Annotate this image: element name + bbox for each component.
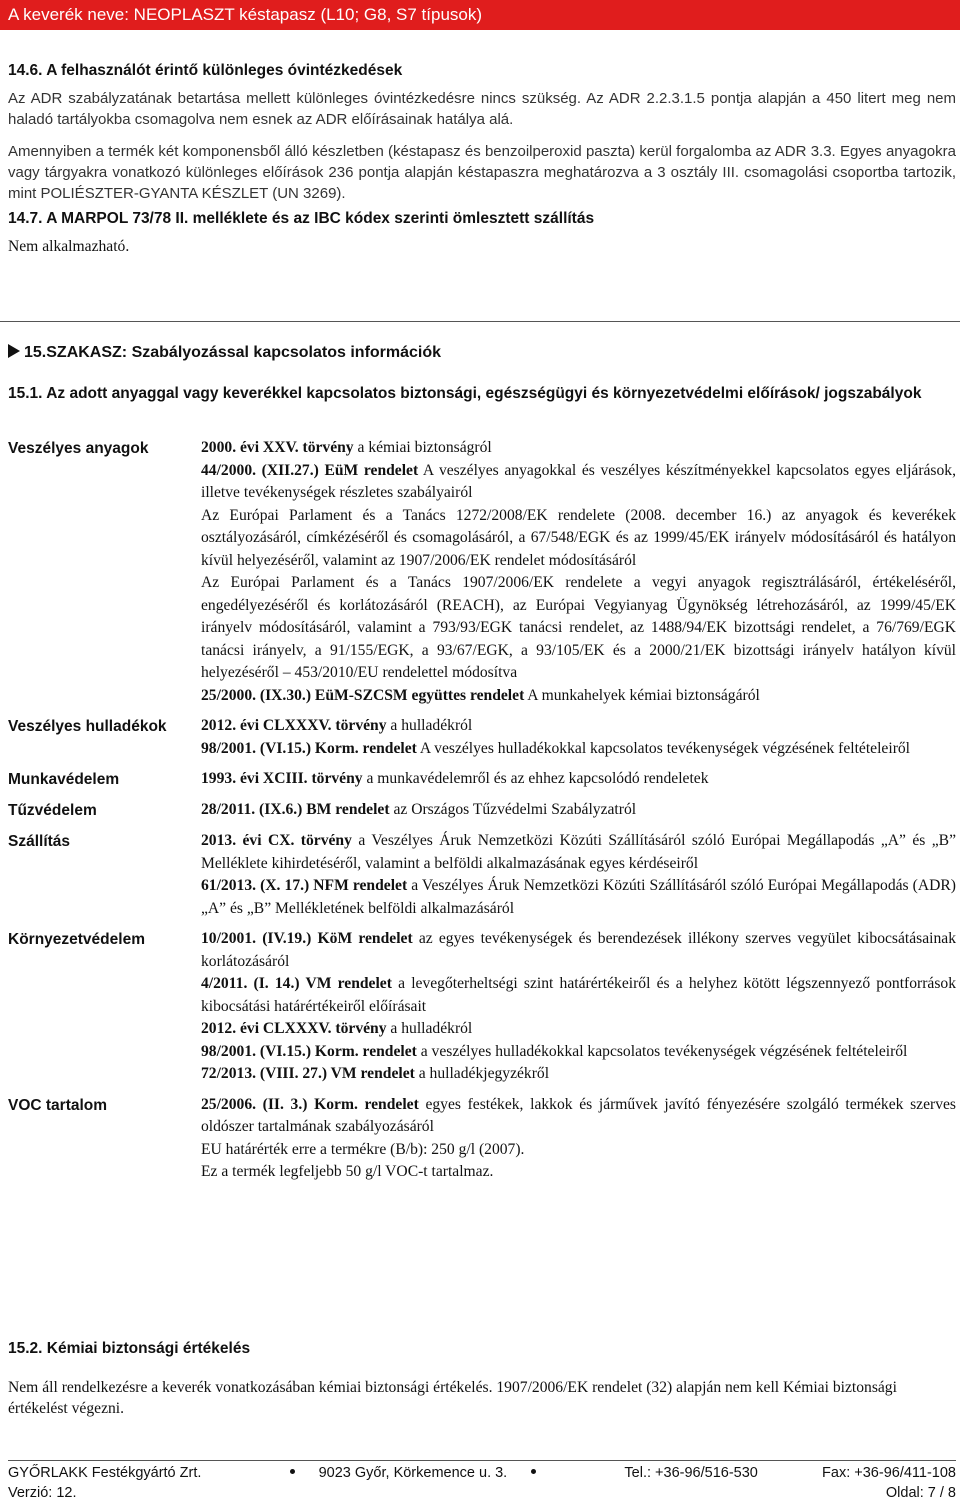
regulation-description: a veszélyes hulladékokkal kapcsolatos tevékenységek végzésének feltételeiről [416,1042,908,1060]
regulation-reference: 2013. évi CX. törvény [201,832,352,849]
footer-version: Verzió: 12. [8,1485,77,1501]
regulation-row [8,799,956,822]
paragraph-14-6-adr: Az ADR szabályzatának betartása mellett különleges óvintézkedésre nincs szükség. Az ADR 2.2.3.1.5 pontja alapján a 450 litert meg nem haladó tartályokba csomagolva nem esnek az ADR előírásainak hatálya alá. [8,90,956,128]
regulation-row [8,715,956,760]
regulation-description: az egyes tevékenységek és berendezések illékony szerves vegyület kibocsátásainak korlátozásáról [201,930,956,970]
regulation-reference: 4/2011. (I. 14.) VM rendelet [201,975,392,992]
footer-company: GYŐRLAKK Festékgyártó Zrt. [8,1465,202,1481]
section-divider [0,321,960,322]
regulation-description: a kémiai biztonságról [353,439,492,456]
paragraph-15-2: Nem áll rendelkezésre a keverék vonatkozásában kémiai biztonsági értékelés. 1907/2006/EK rendelet (32) alapján nem kell Kémiai biztonsági értékelést végezni. [8,1379,897,1417]
regulation-description: a hulladékról [386,1020,473,1037]
regulations-table [8,437,956,1192]
regulation-category: Veszélyes hulladékok [8,718,167,735]
footer-address: 9023 Győr, Körkemence u. 3. [318,1465,508,1481]
regulation-description: EU határérték erre a termékre (B/b): 250 g/l (2007). [201,1140,525,1158]
regulation-description: Az Európai Parlament és a Tanács 1907/2006/EK rendelete a vegyi anyagok regisztrálásáról, értékeléséről, engedélyezéséről és korlátozásáról (REACH), az Európai Vegyianyag Ügynökség létrehozásáról, az 1999/45/EK irányelv módosításáról, valamint a 793/93/EGK tanácsi rendelet, az 1488/94/EK bizottsági rendelet, a 76/769/EGK tanácsi irányelv, a 91/155/EGK, a 93/67/EGK, a 93/105/EK és a 2000/21/EK bizottsági irányelv hatályon kívül helyezéséről – 453/2010/EU rendelettel módosítva [201,574,956,681]
regulation-item [201,875,956,920]
regulation-item [201,928,956,973]
footer-fax: Fax: +36-96/411-108 [822,1465,956,1481]
heading-15-2: 15.2. Kémiai biztonsági értékelés [8,1340,251,1357]
regulation-item [201,1139,956,1162]
heading-14-7: 14.7. A MARPOL 73/78 II. melléklete és az IBC kódex szerinti ömlesztett szállítás [8,210,595,227]
regulation-list [201,437,956,707]
heading-14-6: 14.6. A felhasználót érintő különleges óvintézkedések [8,62,403,79]
regulation-item [201,1094,956,1139]
document-header-bar [0,0,960,30]
section-15-heading [8,343,441,362]
regulation-description: a hulladékról [386,717,473,734]
regulation-description: A veszélyes anyagokkal és veszélyes készítményekkel kapcsolatos egyes eljárások, illetve tevékenységek részletes szabályairól [201,461,956,501]
regulation-reference: 25/2006. (II. 3.) Korm. rendelet [201,1095,419,1113]
regulation-item [201,738,956,761]
regulation-reference: 28/2011. (IX.6.) BM rendelet [201,801,390,818]
regulation-item [201,715,956,738]
document-title: A keverék neve: NEOPLASZT késtapasz (L10; G8, S7 típusok) [8,5,483,24]
heading-15-1: 15.1. Az adott anyaggal vagy keverékkel kapcsolatos biztonsági, egészségügyi és környezetvédelmi előírások/ jogszabályok [8,385,922,402]
regulation-reference: 44/2000. (XII.27.) EüM rendelet [201,461,419,479]
page-footer [8,1460,956,1503]
regulation-list [201,1094,956,1184]
regulation-description: Az Európai Parlament és a Tanács 1272/2008/EK rendelete (2008. december 16.) az anyagok és keverékek osztályozásáról, címkézéséről és csomagolásáról, a 67/548/EGK és az 1999/45/EK irányelv módosításáról és hatályon kívül helyezéséről, valamint az 1907/2006/EK rendelet módosításáról [201,506,956,569]
regulation-reference: 2000. évi XXV. törvény [201,439,354,456]
regulation-reference: 2012. évi CLXXXV. törvény [201,1020,387,1037]
footer-phone: Tel.: +36-96/516-530 [624,1465,758,1481]
regulation-row [8,1094,956,1184]
regulation-description: egyes festékek, lakkok és járművek javító fényezésére szolgáló termékek szerves oldószer tartalmának szabályozásáról [201,1095,956,1135]
regulation-item [201,437,956,460]
regulation-reference: 98/2001. (VI.15.) Korm. rendelet [201,739,417,757]
regulation-description: a Veszélyes Áruk Nemzetközi Közúti Szállításáról szóló Európai Megállapodás (ADR) „A” és „B” Mellékletének belföldi alkalmazásáról [201,877,956,917]
regulation-category: Veszélyes anyagok [8,440,149,457]
section-14 [8,62,956,268]
regulation-reference: 10/2001. (IV.19.) KöM rendelet [201,930,413,947]
regulation-row [8,437,956,707]
regulation-description: Ez a termék legfeljebb 50 g/l VOC-t tartalmaz. [201,1163,494,1180]
regulation-item [201,505,956,573]
regulation-item [201,768,956,791]
regulation-description: A veszélyes hulladékokkal kapcsolatos tevékenységek végzésének feltételeiről [416,739,911,757]
paragraph-14-7: Nem alkalmazható. [8,238,130,255]
regulation-item [201,685,956,708]
regulation-item [201,1018,956,1041]
regulation-category: Környezetvédelem [8,931,145,948]
regulation-description: a Veszélyes Áruk Nemzetközi Közúti Szállításáról szóló Európai Megállapodás „A” és „B” Melléklete kihirdetéséről, valamint a belföldi alkalmazásának egyes kérdéseiről [201,832,956,872]
bullet-icon [290,1469,295,1474]
regulation-description: a hulladékjegyzékről [414,1065,550,1082]
regulation-item [201,460,956,505]
regulation-category: Tűzvédelem [8,802,97,819]
regulation-reference: 2012. évi CLXXXV. törvény [201,717,387,734]
regulation-reference: 98/2001. (VI.15.) Korm. rendelet [201,1042,417,1060]
regulation-item [201,830,956,875]
regulation-item [201,1161,956,1184]
regulation-row [8,928,956,1086]
regulation-reference: 72/2013. (VIII. 27.) VM rendelet [201,1065,415,1082]
regulation-reference: 25/2000. (IX.30.) EüM-SZCSM együttes rendelet [201,686,525,704]
regulation-list [201,768,956,791]
section-15-title: 15.SZAKASZ: Szabályozással kapcsolatos információk [24,344,442,361]
regulation-item [201,973,956,1018]
arrow-right-icon [8,344,20,358]
regulation-category: VOC tartalom [8,1096,108,1114]
regulation-list [201,830,956,920]
regulation-item [201,572,956,685]
footer-page-number: Oldal: 7 / 8 [885,1485,956,1501]
regulation-item [201,1041,956,1064]
regulation-category: Szállítás [8,833,71,850]
regulation-list [201,928,956,1086]
regulation-item [201,1063,956,1086]
regulation-description: A munkahelyek kémiai biztonságáról [524,686,760,704]
regulation-list [201,715,956,760]
regulation-list [201,799,956,822]
regulation-row [8,768,956,791]
regulation-description: a munkavédelemről és az ehhez kapcsolódó rendeletek [362,770,709,787]
paragraph-14-6-kit: Amennyiben a termék két komponensből álló készletben (késtapasz és benzoilperoxid paszta) kerül forgalomba az ADR 3.3. Egyes anyagokra vagy tárgyakra vonatkozó különleges előírások 236 pontja alapján késtapaszra meghatározva a 3 osztály III. csomagolási csoportba tartozik, mint POLIÉSZTER-GYANTA KÉSZLET (UN 3269). [8,143,956,202]
regulation-row [8,830,956,920]
regulation-reference: 61/2013. (X. 17.) NFM rendelet [201,877,408,894]
regulation-reference: 1993. évi XCIII. törvény [201,770,363,787]
regulation-item [201,799,956,822]
regulation-category: Munkavédelem [8,771,120,788]
bullet-icon [531,1469,536,1474]
regulation-description: az Országos Tűzvédelmi Szabályzatról [389,801,637,818]
regulation-description: a levegőterheltségi szint határértékeiről és a helyhez kötött légszennyező pontforrások kibocsátási határértékeiről előírásait [201,975,956,1015]
